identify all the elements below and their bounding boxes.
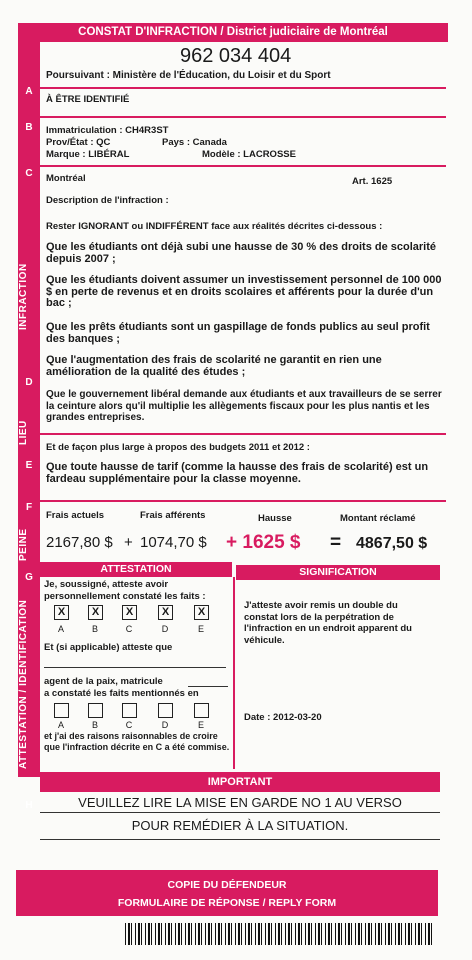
description-intro: Rester IGNORANT ou INDIFFÉRENT face aux réalités décrites ci-dessous : xyxy=(46,221,383,232)
infraction-item: Que les étudiants doivent assumer un investissement personnel de 100 000 $ en perte de revenus et en droits scolaires et afférents pour la durée d'un bac ; xyxy=(46,274,442,309)
service-date: Date : 2012-03-20 xyxy=(244,712,322,723)
reply-form-title: FORMULAIRE DE RÉPONSE / REPLY FORM xyxy=(117,897,337,909)
vehicle-province: Prov/État : QC xyxy=(46,137,111,148)
vehicle-country: Pays : Canada xyxy=(162,137,227,148)
location-city: Montréal xyxy=(46,173,86,184)
label-infraction: INFRACTION xyxy=(18,263,29,331)
reason-text: et j'ai des raisons raisonnables de croire que l'infraction décrite en C a été commise. xyxy=(44,731,230,752)
checkbox-label: B xyxy=(91,720,98,730)
vehicle-make: Marque : LIBÉRAL xyxy=(46,149,130,160)
infraction-item: Que les prêts étudiants sont un gaspillage de fonds publics au seul profit des banques ; xyxy=(46,321,430,345)
divider xyxy=(40,433,446,435)
checkbox-c[interactable]: X xyxy=(122,605,137,620)
signification-title: SIGNIFICATION xyxy=(236,565,440,580)
infraction-item: Que le gouvernement libéral demande aux étudiants et aux travailleurs de se serrer la ceinture alors qu'il multiplie les allègements fiscaux pour les plus nantis et les grandes entreprises. xyxy=(46,389,442,423)
infraction-item: Que les étudiants ont déjà subi une hausse de 30 % des droits de scolarité depuis 2007 ; xyxy=(46,241,437,265)
important-banner: IMPORTANT xyxy=(40,772,440,792)
plus-sign: + xyxy=(124,534,133,551)
checkbox-d2[interactable] xyxy=(158,703,173,718)
signification-text: J'atteste avoir remis un double du constat lors de la perpétration de l'infraction en un endroit apparent du véhicule. xyxy=(244,600,412,646)
reply-form-banner xyxy=(16,870,438,916)
checkbox-d[interactable]: X xyxy=(158,605,173,620)
label-attestation: ATTESTATION / IDENTIFICATION xyxy=(18,599,29,770)
ticket-header: CONSTAT D'INFRACTION / District judiciaire de Montréal xyxy=(18,23,448,42)
checkbox-c2[interactable] xyxy=(122,703,137,718)
checkbox-b2[interactable] xyxy=(88,703,103,718)
agent-text-2: a constaté les faits mentionnés en xyxy=(44,688,199,699)
divider xyxy=(40,812,440,813)
total-amount: 4867,50 $ xyxy=(356,535,428,552)
ticket-number: 962 034 404 xyxy=(180,45,292,67)
applicable-text: Et (si applicable) atteste que xyxy=(44,642,173,653)
section-letter-h: H xyxy=(25,800,33,811)
section-sidebar xyxy=(18,42,40,811)
attestation-text: Je, soussigné, atteste avoir personnellement constaté les faits : xyxy=(44,579,206,602)
checkbox-label: C xyxy=(125,624,133,634)
equals-sign: = xyxy=(330,532,342,553)
current-fees-value: 2167,80 $ xyxy=(46,534,113,551)
checkbox-label: D xyxy=(161,720,169,730)
checkbox-label: E xyxy=(197,624,204,634)
section-letter-c: C xyxy=(25,168,33,179)
checkbox-label: A xyxy=(57,624,64,634)
description-label: Description de l'infraction : xyxy=(46,195,169,206)
ancillary-fees-value: 1074,70 $ xyxy=(140,534,207,551)
increase-label: Hausse xyxy=(258,513,292,524)
badge-line xyxy=(188,686,228,687)
signature-line xyxy=(44,667,226,668)
section-letter-g: G xyxy=(25,572,33,583)
section-a-text: À ÊTRE IDENTIFIÉ xyxy=(46,94,130,105)
label-peine: PEINE xyxy=(18,528,29,562)
barcode xyxy=(125,923,435,945)
divider xyxy=(40,165,446,167)
ancillary-fees-label: Frais afférents xyxy=(140,510,206,521)
section-letter-d: D xyxy=(25,377,33,388)
section-e-intro: Et de façon plus large à propos des budgets 2011 et 2012 : xyxy=(46,442,310,453)
checkbox-label: C xyxy=(125,720,133,730)
checkbox-label: A xyxy=(57,720,64,730)
label-lieu: LIEU xyxy=(18,420,29,445)
checkbox-b[interactable]: X xyxy=(88,605,103,620)
section-e-text: Que toute hausse de tarif (comme la hausse des frais de scolarité) est un fardeau supplémentaire pour la classe moyenne. xyxy=(46,461,429,485)
divider xyxy=(40,839,440,840)
checkbox-a2[interactable] xyxy=(54,703,69,718)
warning-line-1: VEUILLEZ LIRE LA MISE EN GARDE NO 1 AU VERSO xyxy=(78,795,402,810)
section-letter-b: B xyxy=(25,122,33,133)
agent-text: agent de la paix, matricule xyxy=(44,676,163,687)
column-divider xyxy=(233,577,235,769)
section-letter-a: A xyxy=(25,86,33,97)
defendant-copy: COPIE DU DÉFENDEUR xyxy=(167,879,287,891)
checkbox-e[interactable]: X xyxy=(194,605,209,620)
checkbox-label: D xyxy=(161,624,169,634)
section-letter-f: F xyxy=(25,502,33,513)
divider xyxy=(40,116,446,118)
current-fees-label: Frais actuels xyxy=(46,510,105,521)
vehicle-registration: Immatriculation : CH4R3ST xyxy=(46,125,169,136)
checkbox-label: E xyxy=(197,720,204,730)
attestation-title: ATTESTATION xyxy=(40,562,232,577)
prosecutor: Poursuivant : Ministère de l'Éducation, du Loisir et du Sport xyxy=(46,70,331,81)
vehicle-model: Modèle : LACROSSE xyxy=(202,149,296,160)
checkbox-label: B xyxy=(91,624,98,634)
amount-claimed-label: Montant réclamé xyxy=(340,513,416,524)
article-number: Art. 1625 xyxy=(352,176,393,187)
section-letter-e: E xyxy=(25,460,33,471)
warning-line-2: POUR REMÉDIER À LA SITUATION. xyxy=(131,818,349,833)
divider xyxy=(40,87,446,89)
divider xyxy=(40,500,446,502)
checkbox-e2[interactable] xyxy=(194,703,209,718)
infraction-item: Que l'augmentation des frais de scolarité ne garantit en rien une amélioration de la qualité des études ; xyxy=(46,354,382,378)
checkbox-a[interactable]: X xyxy=(54,605,69,620)
increase-value: + 1625 $ xyxy=(226,532,301,553)
